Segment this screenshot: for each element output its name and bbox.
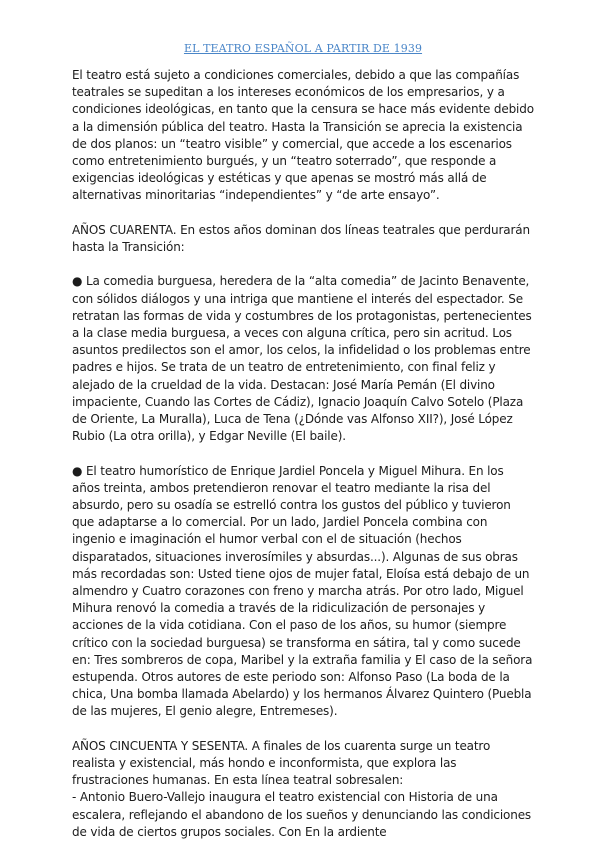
bullet-icon: ● (72, 463, 83, 478)
paragraph-text: El teatro humorístico de Enrique Jardiel Poncela y Miguel Mihura. En los años treinta, ambos pretendieron renovar el teatro mediante la risa del absurdo, pero su osadía se estrelló contra los gustos del público y tuvieron que adaptarse a lo comercial. Por un lado, Jardiel Poncela combina con ingenio e imaginación el humor verbal con el de situación (hechos disparatados, situaciones inverosímiles y absurdas...). Algunas de sus obras más recordadas son: Usted tiene ojos de mujer fatal, Eloísa está debajo de un almendro y Cuatro corazones con freno y marcha atrás. Por otro lado, Miguel Mihura renovó la comedia a través de la ridiculización de personajes y acciones de la vida cotidiana. Con el paso de los años, su humor (siempre crítico con la sociedad burguesa) se transforma en sátira, tal y como sucede en: Tres sombreros de copa, Maribel y la extraña familia y El caso de la señora estupenda. Otros autores de este periodo son: Alfonso Paso (La boda de la chica, Una bomba llamada Abelardo) y los hermanos Álvarez Quintero (Puebla de las mujeres, El genio alegre, Entremeses). (72, 463, 533, 719)
paragraph-text: La comedia burguesa, heredera de la “alta comedia” de Jacinto Benavente, con sólidos diálogos y una intriga que mantiene el interés del espectador. Se retratan las formas de vida y costumbres de los protagonistas, pertenecientes a la clase media burguesa, a veces con alguna crítica, pero sin acritud. Los asuntos predilectos son el amor, los celos, la infidelidad o los problemas entre padres e hijos. Se trata de un teatro de entretenimiento, con final feliz y alejado de la crueldad de la vida. Destacan: José María Pemán (El divino impaciente, Cuando las Cortes de Cádiz), Ignacio Joaquín Calvo Sotelo (Plaza de Oriente, La Muralla), Luca de Tena (¿Dónde vas Alfonso XII?), José López Rubio (La otra orilla), y Edgar Neville (El baile). (72, 274, 532, 444)
paragraph-anos-cincuenta-sesenta (72, 738, 534, 790)
paragraph-anos-cuarenta (72, 222, 534, 256)
paragraph-teatro-humoristico (72, 463, 534, 721)
paragraph-comedia-burguesa (72, 273, 534, 445)
document-title: EL TEATRO ESPAÑOL A PARTIR DE 1939 (183, 42, 423, 55)
paragraph-intro (72, 67, 534, 205)
paragraph-text: - Antonio Buero-Vallejo inaugura el teatro existencial con Historia de una escalera, reflejando el abandono de los sueños y denunciando las condiciones de vida de ciertos grupos sociales. Con En la ardiente (72, 790, 532, 839)
bullet-icon: ● (72, 274, 83, 289)
paragraph-text: AÑOS CUARENTA. En estos años dominan dos líneas teatrales que perdurarán hasta la Transición: (72, 222, 530, 255)
paragraph-buero-vallejo (72, 789, 534, 841)
paragraph-text: AÑOS CINCUENTA Y SESENTA. A finales de los cuarenta surge un teatro realista y existencial, más hondo e inconformista, que explora las frustraciones humanas. En esta línea teatral sobresalen: (72, 738, 491, 788)
paragraph-text: El teatro está sujeto a condiciones comerciales, debido a que las compañías teatrales se supeditan a los intereses económicos de los empresarios, y a condiciones ideológicas, en tanto que la censura se hace más evidente debido a la dimensión pública del teatro. Hasta la Transición se aprecia la existencia de dos planos: un “teatro visible” y comercial, que accede a los escenarios como entretenimiento burgués, y un “teatro soterrado”, que responde a exigencias ideológicas y estéticas y que apenas se mostró más allá de alternativas minoritarias “independientes” y “de arte ensayo”. (72, 68, 534, 203)
